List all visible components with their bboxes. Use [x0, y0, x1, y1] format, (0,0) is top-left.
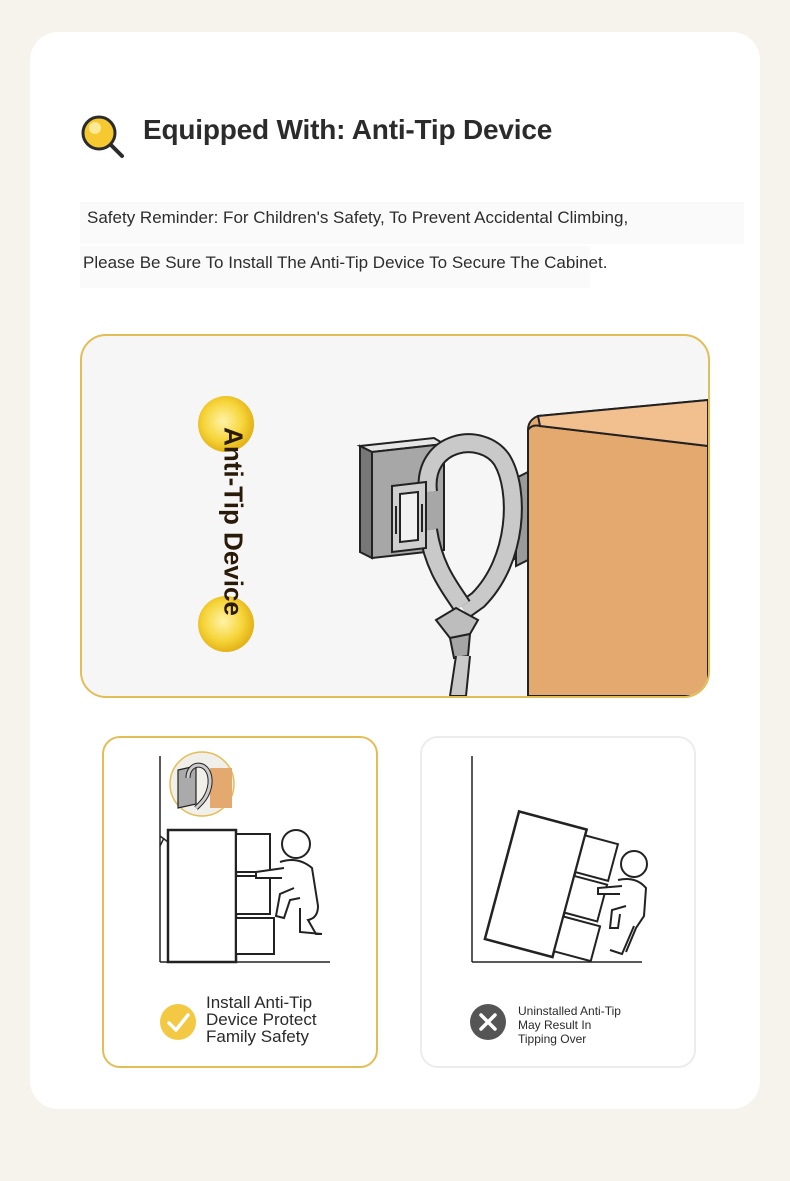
- reminder-line-1: Safety Reminder: For Children's Safety, To Prevent Accidental Climbing,: [87, 208, 629, 227]
- check-icon: [160, 1004, 196, 1040]
- caption-line: Tipping Over: [518, 1032, 587, 1046]
- caption-line: Device Protect: [206, 1010, 317, 1029]
- tipping-cabinet-scene: [422, 738, 694, 988]
- feature-label: [174, 396, 256, 652]
- magnifier-icon: [80, 114, 126, 160]
- uninstalled-option-card: [420, 736, 696, 1068]
- caption-line: Family Safety: [206, 1027, 309, 1046]
- feature-label-text: Anti-Tip Device: [218, 427, 249, 616]
- caption-line: May Result In: [518, 1018, 592, 1032]
- cross-icon: [470, 1004, 506, 1040]
- anti-tip-illustration-panel: [80, 334, 710, 698]
- content-card: [30, 32, 760, 1109]
- stable-cabinet-scene: [104, 738, 376, 988]
- caption-line: Uninstalled Anti-Tip: [518, 1004, 621, 1018]
- installed-caption: [206, 994, 366, 1045]
- anti-tip-device-illustration: [352, 370, 708, 696]
- section-header: [80, 110, 553, 160]
- page-title: Equipped With: Anti-Tip Device: [143, 114, 553, 145]
- reminder-line-2: Please Be Sure To Install The Anti-Tip Device To Secure The Cabinet.: [83, 253, 608, 272]
- installed-option-card: [102, 736, 378, 1068]
- uninstalled-caption: [518, 1004, 688, 1046]
- caption-line: Install Anti-Tip: [206, 993, 313, 1012]
